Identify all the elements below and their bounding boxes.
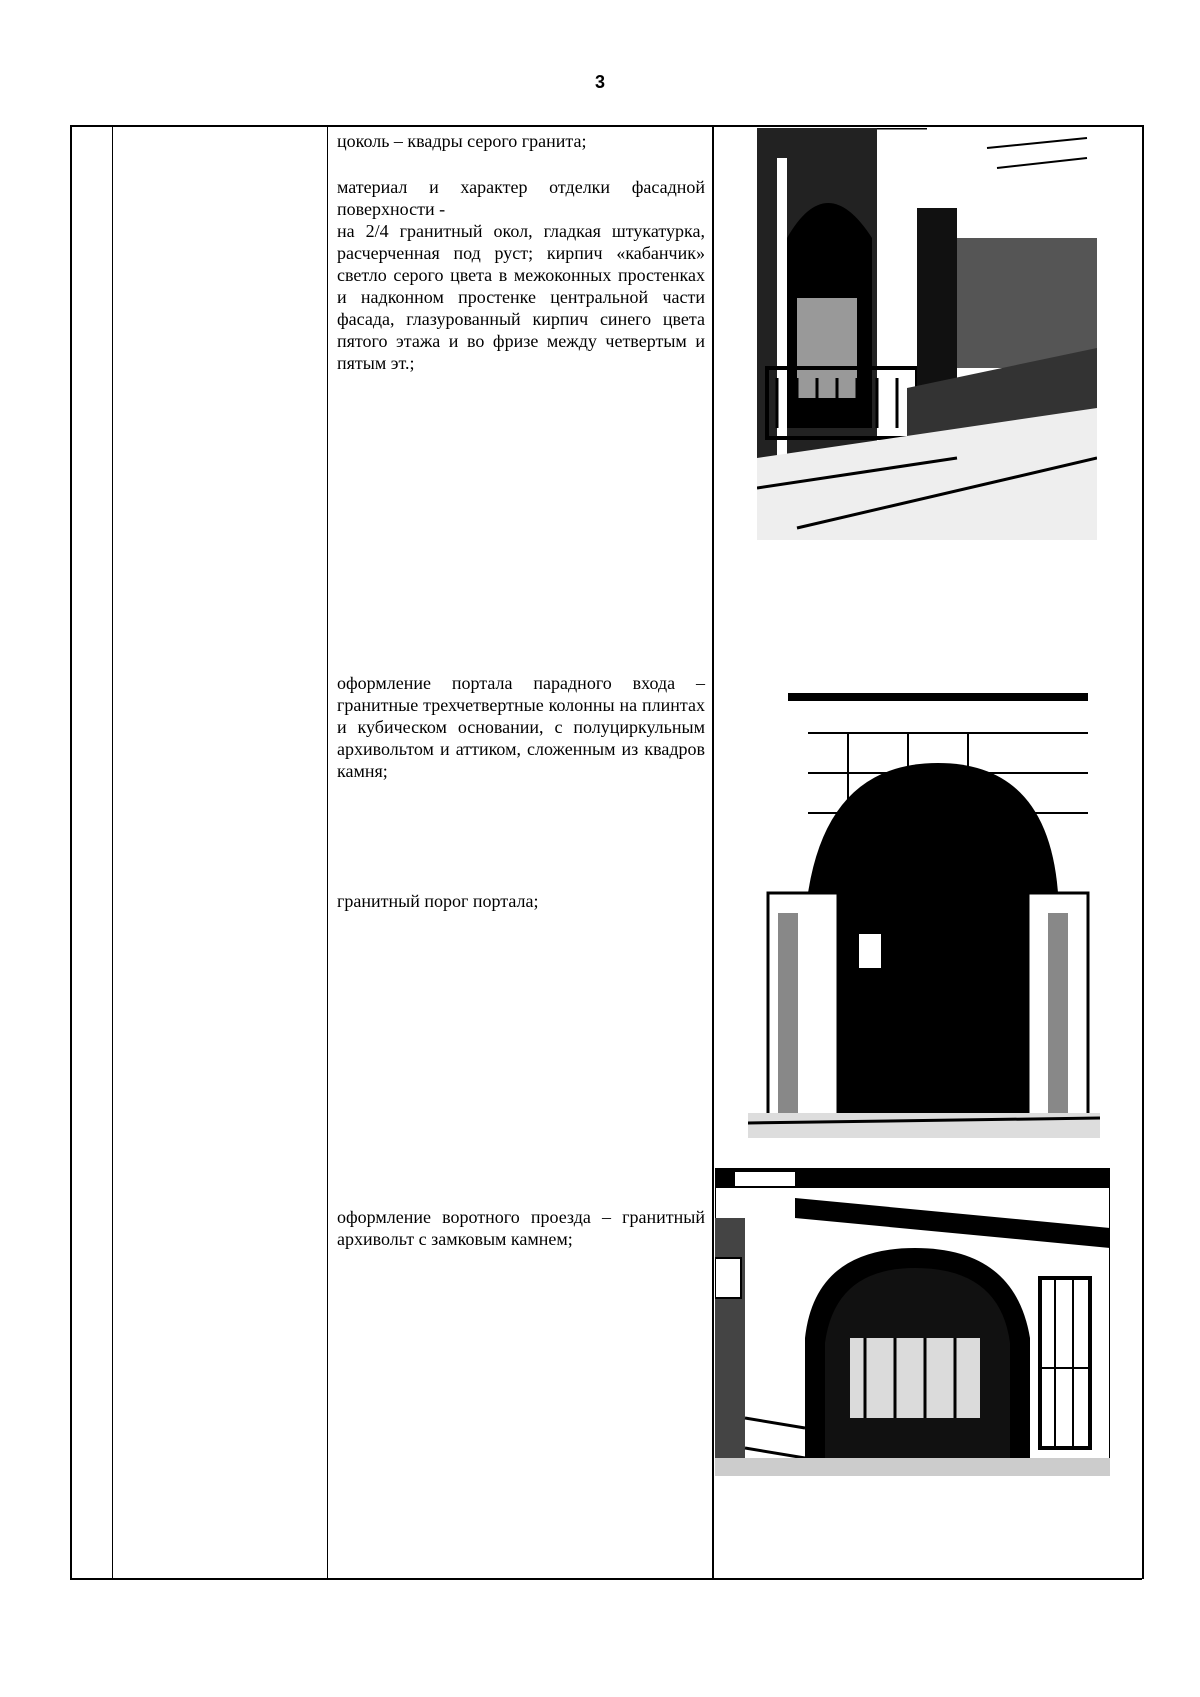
table-column-divider-2 [327, 125, 328, 1579]
text-portal: оформление портала парадного входа – гранитные трехчетвертные колонны на плинтах и кубическом основании, с полуциркульным архивольтом и аттиком, сложенным из квадров камня; [337, 673, 705, 781]
photo-arched-portal-icon [748, 693, 1100, 1138]
page-number: 3 [594, 72, 605, 92]
text-threshold: гранитный порог портала; [337, 891, 539, 911]
table-top-border [70, 125, 1142, 127]
table-column-divider-3 [712, 125, 714, 1579]
text-plinth: цоколь – квадры серого гранита; [337, 131, 587, 151]
cell-facade-finish [337, 176, 705, 374]
photo-facade-corner [757, 128, 1097, 540]
table-column-divider-1 [112, 125, 113, 1579]
photo-arched-window-icon [757, 128, 1097, 540]
text-facade-finish-heading: материал и характер отделки фасадной поверхности - [337, 177, 705, 219]
table-bottom-border [70, 1578, 1142, 1580]
table-right-border [1142, 125, 1144, 1579]
text-gate: оформление воротного проезда – гранитный архивольт с замковым камнем; [337, 1207, 705, 1249]
cell-gate [337, 1206, 705, 1250]
cell-portal [337, 672, 705, 782]
cell-plinth [337, 130, 705, 152]
photo-arched-gateway-icon [715, 1168, 1110, 1476]
photo-portal-entrance [748, 693, 1100, 1138]
cell-threshold [337, 890, 705, 912]
table-left-border [70, 125, 72, 1579]
text-facade-finish-body: на 2/4 гранитный окол, гладкая штукатурка, расчерченная под руст; кирпич «кабанчик» светло серого цвета в межоконных простенках и надконном простенке центральной части фасада, глазурованный кирпич синего цвета пятого этажа и во фризе между четвертым и пятым эт.; [337, 221, 705, 373]
photo-gate-passage [715, 1168, 1110, 1476]
